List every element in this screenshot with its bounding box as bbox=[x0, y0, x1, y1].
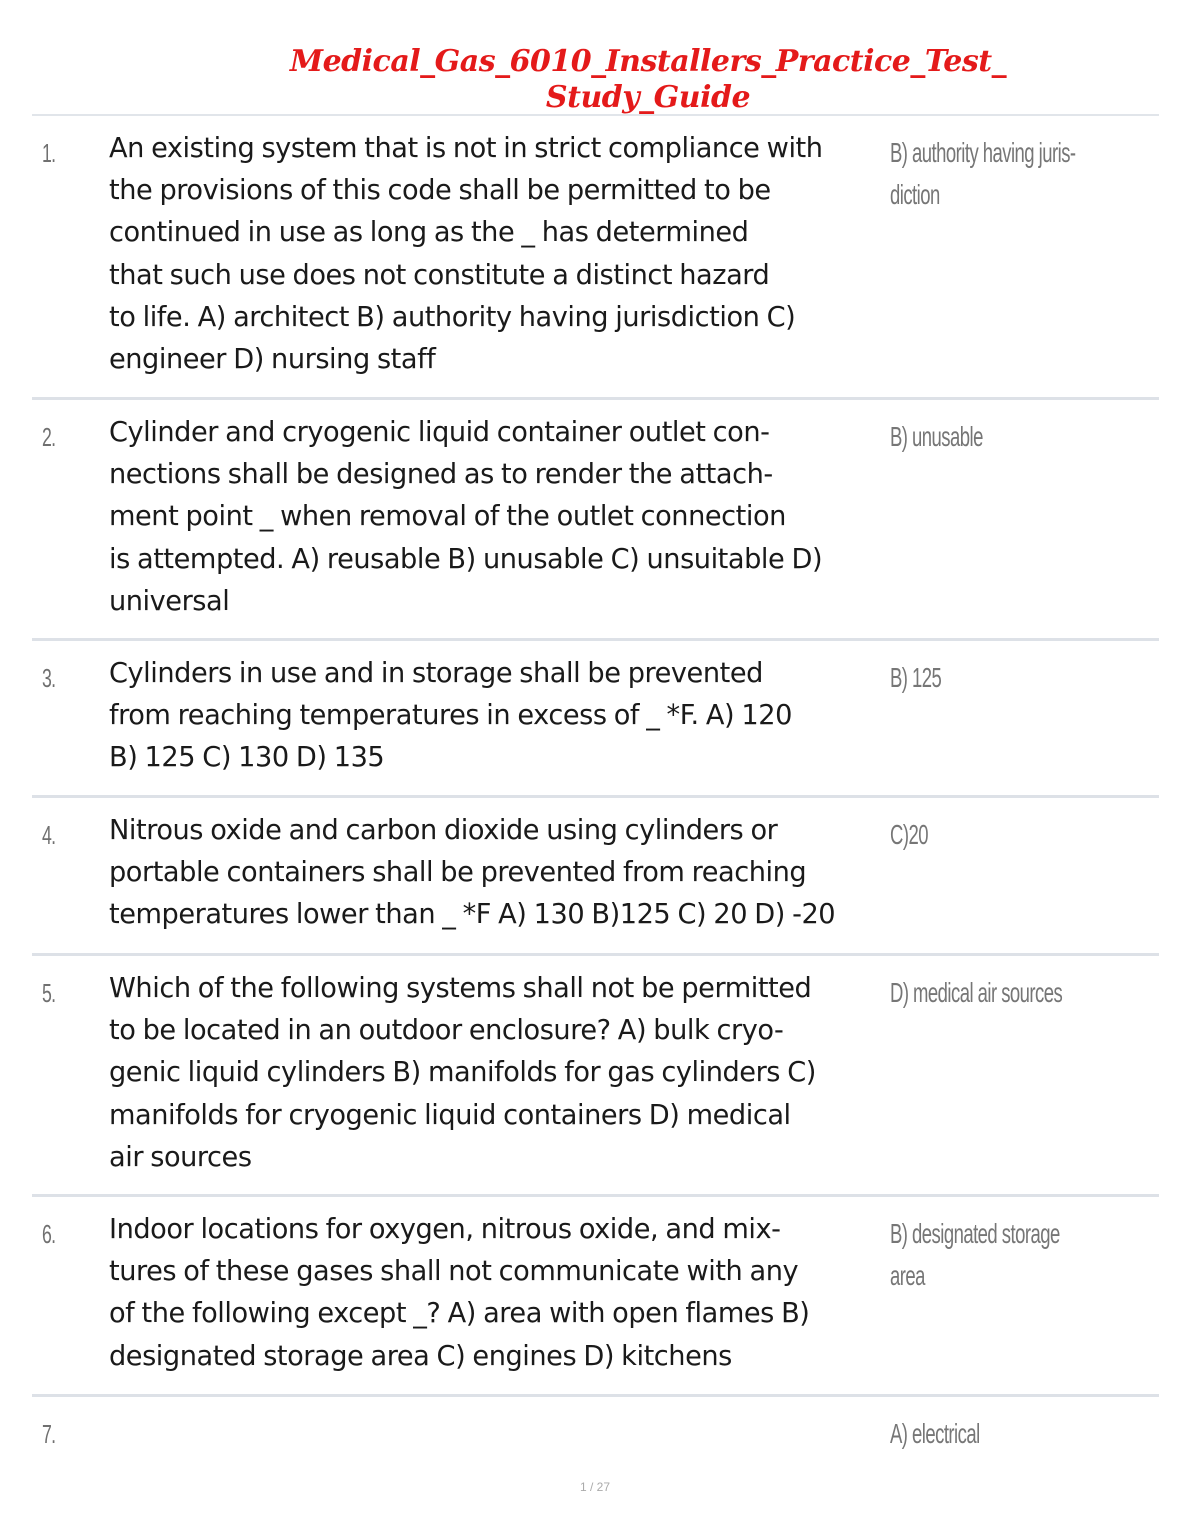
question-line: to be located in an outdoor enclosure? A) bulk cryo- bbox=[109, 1015, 784, 1047]
question-line: engineer D) nursing staff bbox=[109, 344, 436, 376]
question-text bbox=[109, 128, 893, 381]
question-line: the provisions of this code shall be permitted to be bbox=[109, 175, 771, 207]
answer-text bbox=[890, 132, 1075, 216]
question-row bbox=[32, 798, 1159, 956]
question-line: Cylinder and cryogenic liquid container outlet con- bbox=[109, 417, 770, 448]
question-line: Indoor locations for oxygen, nitrous oxide, and mix- bbox=[109, 1214, 781, 1245]
question-line: B) 125 C) 130 D) 135 bbox=[109, 742, 385, 774]
question-number: 4. bbox=[42, 820, 56, 850]
question-line: Which of the following systems shall not be permitted bbox=[109, 973, 812, 1004]
answer-line: area bbox=[890, 1260, 925, 1291]
document-title bbox=[0, 44, 1190, 116]
question-row bbox=[32, 1197, 1159, 1397]
question-line: that such use does not constitute a distinct hazard bbox=[109, 259, 770, 291]
answer-line: B) authority having juris- bbox=[890, 137, 1076, 168]
answer-line: C)20 bbox=[890, 819, 928, 850]
question-line: genic liquid cylinders B) manifolds for gas cylinders C) bbox=[109, 1057, 816, 1089]
question-number: 6. bbox=[42, 1219, 56, 1249]
answer-line: D) medical air sources bbox=[890, 977, 1063, 1008]
question-number: 1. bbox=[42, 138, 56, 168]
question-line: continued in use as long as the _ has determined bbox=[109, 217, 749, 249]
answer-line: diction bbox=[890, 179, 940, 210]
answer-line: B) 125 bbox=[890, 662, 942, 693]
answer-text bbox=[890, 1413, 1075, 1455]
answer-text bbox=[890, 416, 1075, 458]
answer-text bbox=[890, 972, 1075, 1014]
answer-text bbox=[890, 657, 1075, 699]
question-line: Nitrous oxide and carbon dioxide using cylinders or bbox=[109, 815, 778, 846]
answer-text bbox=[890, 1213, 1075, 1297]
question-line: nections shall be designed as to render the attach- bbox=[109, 459, 773, 491]
answer-line: B) designated storage bbox=[890, 1218, 1060, 1249]
title-line-1: Medical_Gas_6010_Installers_Practice_Test_ bbox=[289, 44, 1007, 79]
question-text bbox=[109, 1209, 893, 1378]
question-line: tures of these gases shall not communicate with any bbox=[109, 1256, 799, 1288]
question-text bbox=[109, 810, 893, 937]
question-text bbox=[109, 968, 893, 1179]
question-text bbox=[109, 412, 893, 623]
question-line: is attempted. A) reusable B) unusable C) unsuitable D) bbox=[109, 543, 823, 575]
answer-line: B) unusable bbox=[890, 421, 983, 452]
question-line: manifolds for cryogenic liquid containers D) medical bbox=[109, 1099, 791, 1131]
question-row bbox=[32, 116, 1159, 400]
question-line: air sources bbox=[109, 1141, 252, 1173]
question-line: to life. A) architect B) authority having jurisdiction C) bbox=[109, 301, 796, 333]
question-line: universal bbox=[109, 585, 230, 617]
question-number: 2. bbox=[42, 422, 56, 452]
question-line: portable containers shall be prevented from reaching bbox=[109, 857, 807, 889]
question-row bbox=[32, 400, 1159, 641]
question-line: from reaching temperatures in excess of _ *F. A) 120 bbox=[109, 700, 792, 732]
question-text bbox=[109, 653, 893, 780]
question-line: temperatures lower than _ *F A) 130 B)125 C) 20 D) -20 bbox=[109, 899, 836, 931]
question-line: Cylinders in use and in storage shall be prevented bbox=[109, 658, 763, 689]
question-number: 7. bbox=[42, 1419, 56, 1449]
question-row bbox=[32, 641, 1159, 798]
page-number: 1 / 27 bbox=[579, 1480, 611, 1494]
question-line: of the following except _? A) area with open flames B) bbox=[109, 1298, 810, 1330]
question-line: ment point _ when removal of the outlet connection bbox=[109, 501, 786, 533]
title-line-2: Study_Guide bbox=[545, 80, 751, 115]
question-row bbox=[32, 1397, 1159, 1477]
question-row bbox=[32, 956, 1159, 1197]
question-line: An existing system that is not in strict compliance with bbox=[109, 133, 823, 164]
question-number: 3. bbox=[42, 663, 56, 693]
answer-text bbox=[890, 814, 1075, 856]
question-line: designated storage area C) engines D) kitchens bbox=[109, 1340, 732, 1372]
answer-line: A) electrical bbox=[890, 1418, 980, 1449]
question-number: 5. bbox=[42, 978, 56, 1008]
